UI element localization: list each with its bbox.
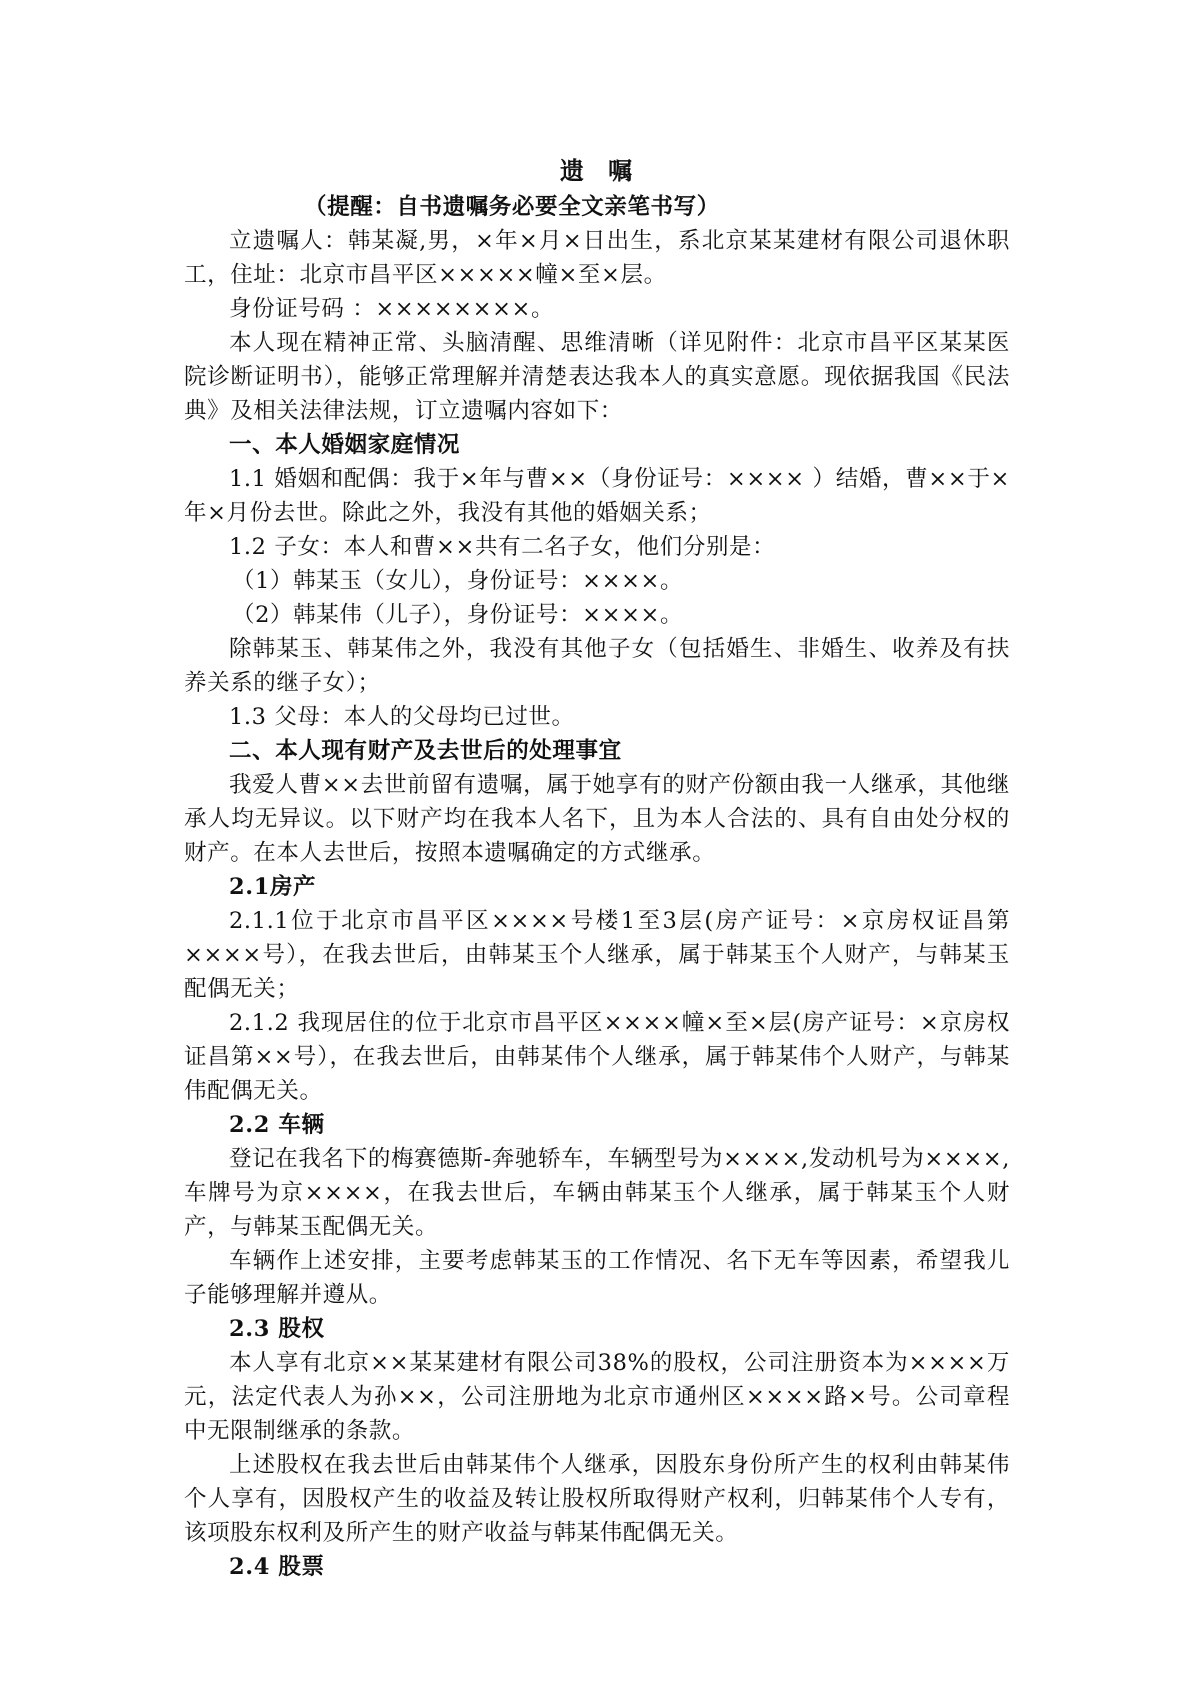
subsection-2-4-heading: 2.4 股票 (229, 1554, 325, 1580)
will-content (184, 154, 1010, 1584)
property-2-1-1-paragraph: 2.1.1位于北京市昌平区××××号楼1至3层(房产证号：×京房权证昌第××××号），在我去世后，由韩某玉个人继承，属于韩某玉个人财产，与韩某玉配偶无关； (184, 908, 1010, 1002)
property-2-1-2-paragraph: 2.1.2 我现居住的位于北京市昌平区××××幢×至×层(房产证号：×京房权证昌第××号），在我去世后，由韩某伟个人继承，属于韩某伟个人财产，与韩某伟配偶无关。 (184, 1010, 1010, 1104)
parents-paragraph: 1.3 父母：本人的父母均已过世。 (229, 704, 575, 730)
spouse-will-paragraph: 我爱人曹××去世前留有遗嘱，属于她享有的财产份额由我一人继承，其他继承人均无异议。以下财产均在我本人名下，且为本人合法的、具有自由处分权的财产。在本人去世后，按照本遗嘱确定的方式继承。 (184, 772, 1010, 866)
equity-paragraph: 本人享有北京××某某建材有限公司38%的股权，公司注册资本为××××万元，法定代表人为孙××，公司注册地为北京市通州区××××路×号。公司章程中无限制继承的条款。 (184, 1350, 1010, 1444)
marriage-paragraph: 1.1 婚姻和配偶：我于×年与曹××（身份证号：×××× ）结婚，曹××于×年×月份去世。除此之外，我没有其他的婚姻关系； (184, 466, 1010, 526)
child-item-2: （2）韩某伟（儿子），身份证号：××××。 (232, 602, 684, 628)
equity-inheritance-paragraph: 上述股权在我去世后由韩某伟个人继承，因股东身份所产生的权利由韩某伟个人享有，因股权产生的收益及转让股权所取得财产权利，归韩某伟个人专有，该项股东权利及所产生的财产收益与韩某伟配偶无关。 (184, 1452, 1010, 1546)
section-2-heading: 二、本人现有财产及去世后的处理事宜 (229, 738, 622, 764)
child-item-1: （1）韩某玉（女儿），身份证号：××××。 (232, 568, 684, 594)
testator-paragraph: 立遗嘱人：韩某凝,男，×年×月×日出生，系北京某某建材有限公司退休职工，住址：北京市昌平区×××××幢×至×层。 (184, 228, 1010, 288)
id-number-paragraph: 身份证号码 ：××××××××。 (229, 296, 555, 322)
subsection-2-1-heading: 2.1房产 (229, 874, 317, 900)
no-other-children-paragraph: 除韩某玉、韩某伟之外，我没有其他子女（包括婚生、非婚生、收养及有扶养关系的继子女）； (184, 636, 1010, 696)
vehicle-reason-paragraph: 车辆作上述安排，主要考虑韩某玉的工作情况、名下无车等因素，希望我儿子能够理解并遵从。 (184, 1248, 1010, 1308)
vehicle-paragraph: 登记在我名下的梅赛德斯-奔驰轿车，车辆型号为××××,发动机号为××××,车牌号为京××××，在我去世后，车辆由韩某玉个人继承，属于韩某玉个人财产，与韩某玉配偶无关。 (184, 1146, 1010, 1240)
subsection-2-3-heading: 2.3 股权 (229, 1316, 325, 1342)
section-1-heading: 一、本人婚姻家庭情况 (229, 432, 461, 458)
document-title: 遗 嘱 (559, 156, 641, 185)
mental-state-paragraph: 本人现在精神正常、头脑清醒、思维清晰（详见附件：北京市昌平区某某医院诊断证明书），能够正常理解并清楚表达我本人的真实意愿。现依据我国《民法典》及相关法律法规，订立遗嘱内容如下： (184, 330, 1010, 424)
subsection-2-2-heading: 2.2 车辆 (229, 1112, 325, 1138)
children-paragraph: 1.2 子女：本人和曹××共有二名子女，他们分别是： (229, 534, 776, 560)
reminder-note: （提醒：自书遗嘱务必要全文亲笔书写） (304, 194, 720, 220)
